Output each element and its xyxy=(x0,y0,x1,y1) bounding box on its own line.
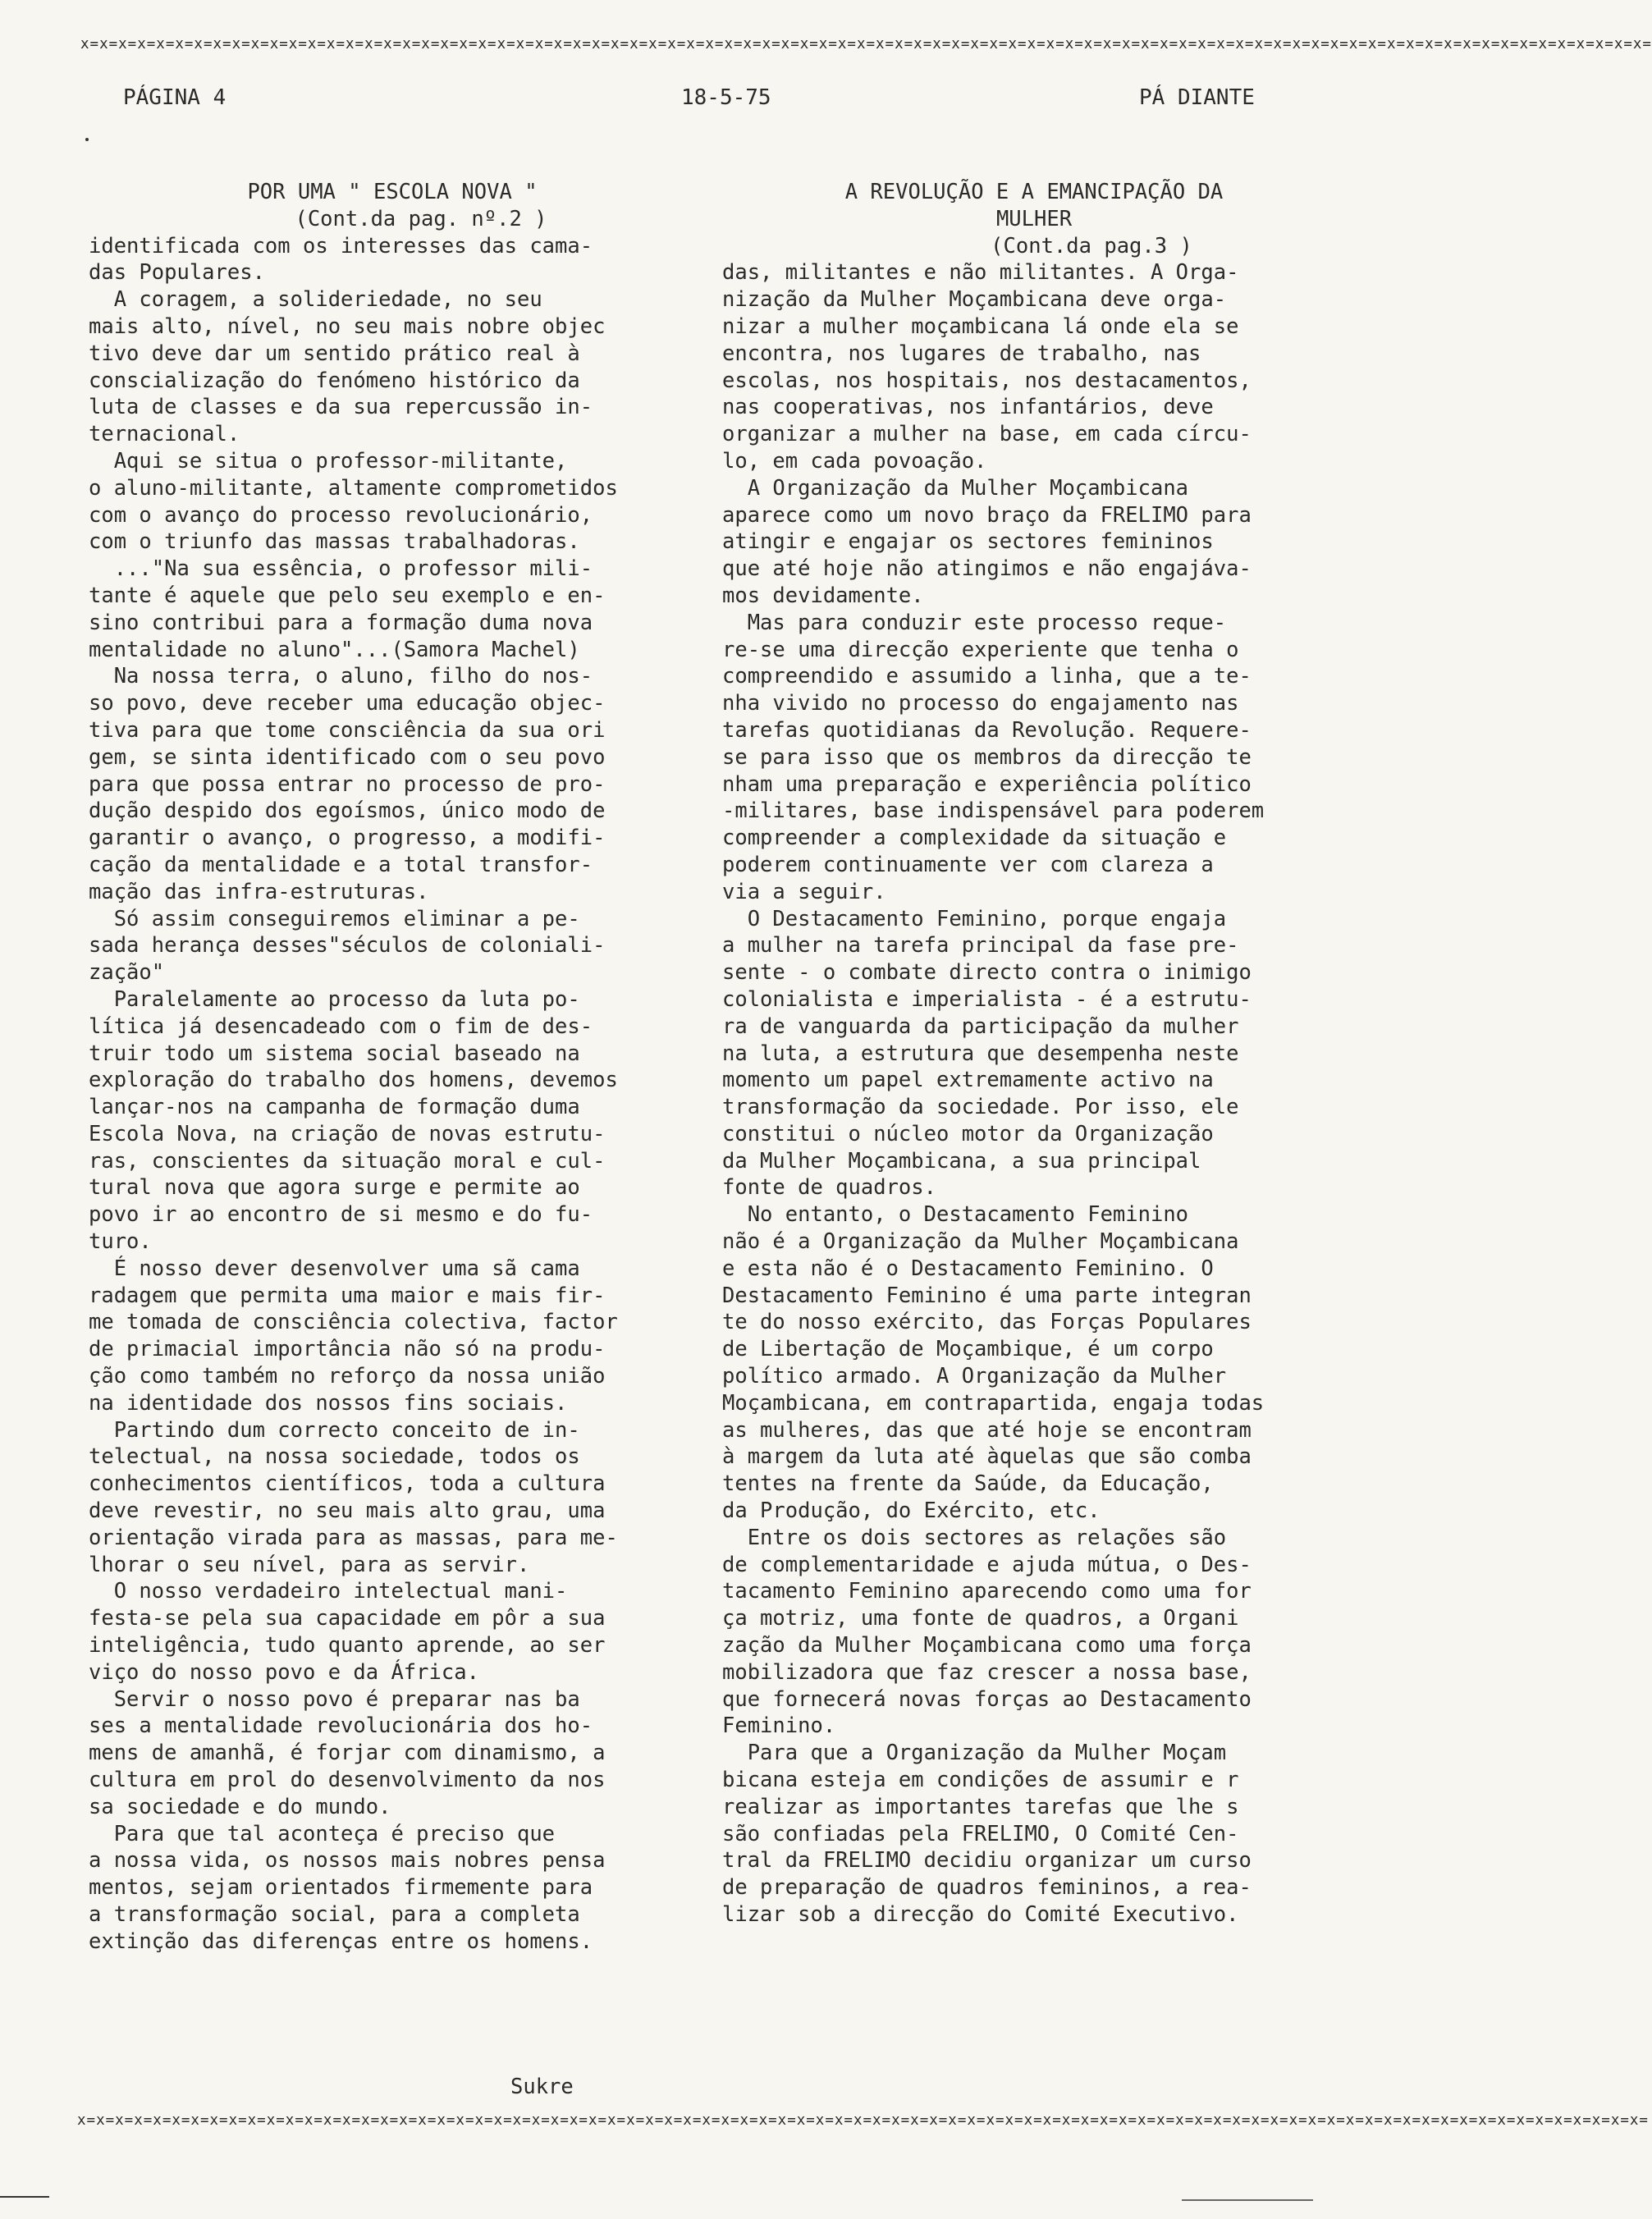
text-line: re-se uma direcção experiente que tenha o xyxy=(722,637,1239,662)
text-line: dução despido dos egoísmos, único modo de xyxy=(89,798,606,824)
text-line: Servir o nosso povo é preparar nas ba xyxy=(89,1686,580,1712)
text-line: Aqui se situa o professor-militante, xyxy=(89,448,568,474)
text-line: encontra, nos lugares de trabalho, nas xyxy=(722,341,1201,366)
text-line: Paralelamente ao processo da luta po- xyxy=(89,986,580,1012)
right-article-continuation: (Cont.da pag.3 ) xyxy=(991,233,1192,259)
text-line: nham uma preparação e experiência político xyxy=(722,771,1252,797)
text-line: nha vivido no processo do engajamento nas xyxy=(722,691,1239,716)
text-line: lítica já desencadeado com o fim de des- xyxy=(89,1013,593,1039)
text-line: Destacamento Feminino é uma parte integran xyxy=(722,1283,1252,1308)
text-line: compreender a complexidade da situação e xyxy=(722,826,1227,851)
text-line: ..."Na sua essência, o professor mili- xyxy=(89,556,593,582)
text-line: colonialista e imperialista - é a estrutu- xyxy=(722,986,1252,1012)
text-line: zação da Mulher Moçambicana como uma força xyxy=(722,1633,1252,1659)
text-line: cação da mentalidade e a total transfor- xyxy=(89,852,593,877)
text-line: de Libertação de Moçambique, é um corpo xyxy=(722,1337,1214,1362)
right-article xyxy=(722,179,1346,1928)
text-line: Só assim conseguiremos eliminar a pe- xyxy=(89,906,580,931)
text-line: O Destacamento Feminino, porque engaja xyxy=(722,906,1227,931)
text-line: da Mulher Moçambicana, a sua principal xyxy=(722,1148,1201,1174)
text-line: a mulher na tarefa principal da fase pre- xyxy=(722,933,1239,959)
text-line: nizar a mulher moçambicana lá onde ela se xyxy=(722,313,1239,339)
text-line: ses a mentalidade revolucionária dos ho- xyxy=(89,1713,593,1739)
top-border-rule: x=x=x=x=x=x=x=x=x=x=x=x=x=x=x=x=x=x=x=x=x=x=x=x=x=x=x=x=x=x=x=x=x=x=x=x=x=x=x=x=x=x=x=x=x=x=x=x=x=x=x=x=x=x=x=x=x=x=x=x=x=x=x=x=x=x=x=x=x=x=x=x=x=x=x=x=x=x=x=x=x=x=x= xyxy=(80,36,1652,53)
text-line: tural nova que agora surge e permite ao xyxy=(89,1175,580,1201)
text-line: Escola Nova, na criação de novas estrutu- xyxy=(89,1121,606,1146)
text-line: constitui o núcleo motor da Organização xyxy=(722,1121,1214,1146)
page-number: PÁGINA 4 xyxy=(123,85,227,110)
text-line: de complementaridade e ajuda mútua, o Des- xyxy=(722,1552,1252,1577)
text-line: me tomada de consciência colectiva, factor xyxy=(89,1310,618,1335)
bottom-border-rule: x=x=x=x=x=x=x=x=x=x=x=x=x=x=x=x=x=x=x=x=x=x=x=x=x=x=x=x=x=x=x=x=x=x=x=x=x=x=x=x=x=x=x=x=x=x=x=x=x=x=x=x=x=x=x=x=x=x=x=x=x=x=x=x=x=x=x=x=x=x=x=x=x=x=x=x=x=x=x=x=x=x=x= xyxy=(77,2112,1649,2129)
text-line: -militares, base indispensável para poderem xyxy=(722,798,1265,824)
text-line: tante é aquele que pelo seu exemplo e en- xyxy=(89,583,606,608)
text-line: mentalidade no aluno"...(Samora Machel) xyxy=(89,637,580,662)
text-line: zação" xyxy=(89,960,165,986)
text-line: A Organização da Mulher Moçambicana xyxy=(722,475,1189,501)
text-line: para que possa entrar no processo de pro- xyxy=(89,771,606,797)
text-line: lo, em cada povoação. xyxy=(722,448,987,474)
text-line: ras, conscientes da situação moral e cul- xyxy=(89,1148,606,1174)
text-line: as mulheres, das que até hoje se encontram xyxy=(722,1417,1252,1443)
text-line: turo. xyxy=(89,1229,152,1255)
text-line: a nossa vida, os nossos mais nobres pensa xyxy=(89,1848,606,1874)
text-line: que fornecerá novas forças ao Destacamento xyxy=(722,1686,1252,1712)
text-line: se para isso que os membros da direcção te xyxy=(722,744,1252,770)
text-line: A coragem, a solideriedade, no seu xyxy=(89,287,542,313)
right-article-title: A REVOLUÇÃO E A EMANCIPAÇÃO DA xyxy=(844,180,1224,204)
text-line: Feminino. xyxy=(722,1713,836,1739)
text-line: tiva para que tome consciência da sua ori xyxy=(89,717,606,743)
text-line: na luta, a estrutura que desempenha neste xyxy=(722,1041,1239,1066)
text-line: que até hoje não atingimos e não engajáva- xyxy=(722,556,1252,582)
text-line: bicana esteja em condições de assumir e r xyxy=(722,1768,1239,1793)
text-line: inteligência, tudo quanto aprende, ao ser xyxy=(89,1633,606,1659)
text-line: viço do nosso povo e da África. xyxy=(89,1659,479,1685)
text-line: sada herança desses"séculos de coloniali- xyxy=(89,933,606,959)
text-line: organizar a mulher na base, em cada círcu- xyxy=(722,422,1252,447)
text-line: mobilizadora que faz crescer a nossa base, xyxy=(722,1659,1252,1685)
text-line: são confiadas pela FRELIMO, O Comité Cen- xyxy=(722,1821,1239,1846)
text-line: poderem continuamente ver com clareza a xyxy=(722,852,1214,877)
text-line: truir todo um sistema social baseado na xyxy=(89,1041,580,1066)
text-line: mais alto, nível, no seu mais nobre objec xyxy=(89,313,606,339)
left-article-continuation: (Cont.da pag. nº.2 ) xyxy=(295,206,547,231)
right-article-body xyxy=(722,259,1346,1928)
right-article-title-line-2: MULHER xyxy=(995,206,1073,231)
text-line: conhecimentos científicos, toda a cultura xyxy=(89,1471,606,1497)
text-line: tarefas quotidianas da Revolução. Requere- xyxy=(722,717,1252,743)
text-line: mos devidamente. xyxy=(722,583,924,608)
text-line: à margem da luta até àquelas que são comba xyxy=(722,1444,1252,1470)
text-line: nas cooperativas, nos infantários, deve xyxy=(722,395,1214,420)
text-line: tral da FRELIMO decidiu organizar um curso xyxy=(722,1848,1252,1874)
left-article-title: POR UMA " ESCOLA NOVA " xyxy=(247,180,538,204)
text-line: conscialização do fenómeno histórico da xyxy=(89,368,580,393)
text-line: identificada com os interesses das cama- xyxy=(89,233,593,259)
scan-edge-mark xyxy=(1182,2199,1313,2201)
text-line: orientação virada para as massas, para me- xyxy=(89,1525,618,1550)
text-line: das Populares. xyxy=(89,260,265,286)
text-line: deve revestir, no seu mais alto grau, uma xyxy=(89,1498,606,1524)
text-line: o aluno-militante, altamente comprometidos xyxy=(89,475,618,501)
text-line: não é a Organização da Mulher Moçambicana xyxy=(722,1229,1239,1255)
scan-edge-mark xyxy=(0,2196,49,2198)
text-line: O nosso verdadeiro intelectual mani- xyxy=(89,1579,568,1604)
text-line: extinção das diferenças entre os homens. xyxy=(89,1928,593,1954)
publication-name: PÁ DIANTE xyxy=(1139,85,1255,110)
text-line: lizar sob a direcção do Comité Executivo. xyxy=(722,1902,1239,1927)
text-line: exploração do trabalho dos homens, devemos xyxy=(89,1068,618,1093)
text-line: telectual, na nossa sociedade, todos os xyxy=(89,1444,580,1470)
text-line: so povo, deve receber uma educação objec- xyxy=(89,691,606,716)
text-line: ra de vanguarda da participação da mulher xyxy=(722,1013,1239,1039)
text-line: tacamento Feminino aparecendo como uma for xyxy=(722,1579,1252,1604)
text-line: É nosso dever desenvolver uma sã cama xyxy=(89,1256,580,1281)
text-line: via a seguir. xyxy=(722,879,886,904)
left-article-body xyxy=(89,233,696,1956)
text-line: nização da Mulher Moçambicana deve orga- xyxy=(722,287,1227,313)
text-line: sino contribui para a formação duma nova xyxy=(89,610,593,635)
text-line: e esta não é o Destacamento Feminino. O xyxy=(722,1256,1214,1281)
text-line: Para que a Organização da Mulher Moçam xyxy=(722,1741,1227,1766)
text-line: aparece como um novo braço da FRELIMO para xyxy=(722,502,1252,528)
text-line: povo ir ao encontro de si mesmo e do fu- xyxy=(89,1202,593,1228)
issue-date: 18-5-75 xyxy=(681,85,771,110)
text-line: das, militantes e não militantes. A Orga- xyxy=(722,260,1239,286)
text-line: mação das infra-estruturas. xyxy=(89,879,429,904)
text-line: mentos, sejam orientados firmemente para xyxy=(89,1875,593,1901)
text-line: com o avanço do processo revolucionário, xyxy=(89,502,593,528)
text-line: gem, se sinta identificado com o seu povo xyxy=(89,744,606,770)
text-line: garantir o avanço, o progresso, a modifi- xyxy=(89,826,606,851)
text-line: político armado. A Organização da Mulher xyxy=(722,1364,1227,1389)
text-line: Moçambicana, em contrapartida, engaja todas xyxy=(722,1390,1265,1416)
text-line: com o triunfo das massas trabalhadoras. xyxy=(89,529,580,555)
text-line: Para que tal aconteça é preciso que xyxy=(89,1821,556,1846)
text-line: realizar as importantes tarefas que lhe s xyxy=(722,1794,1239,1819)
text-line: na identidade dos nossos fins sociais. xyxy=(89,1390,568,1416)
text-line: cultura em prol do desenvolvimento da nos xyxy=(89,1768,606,1793)
text-line: lançar-nos na campanha de formação duma xyxy=(89,1095,580,1120)
text-line: atingir e engajar os sectores femininos xyxy=(722,529,1214,555)
text-line: da Produção, do Exército, etc. xyxy=(722,1498,1101,1524)
text-line: sente - o combate directo contra o inimigo xyxy=(722,960,1252,986)
text-line: fonte de quadros. xyxy=(722,1175,936,1201)
text-line: transformação da sociedade. Por isso, ele xyxy=(722,1095,1239,1120)
text-line: ça motriz, uma fonte de quadros, a Organi xyxy=(722,1606,1239,1631)
scan-speck xyxy=(85,138,89,141)
text-line: lhorar o seu nível, para as servir. xyxy=(89,1552,530,1577)
text-line: de preparação de quadros femininos, a rea- xyxy=(722,1875,1252,1901)
text-line: escolas, nos hospitais, nos destacamentos, xyxy=(722,368,1252,393)
text-line: de primacial importância não só na produ- xyxy=(89,1337,606,1362)
text-line: Partindo dum correcto conceito de in- xyxy=(89,1417,580,1443)
text-line: te do nosso exército, das Forças Populares xyxy=(722,1310,1252,1335)
text-line: luta de classes e da sua repercussão in- xyxy=(89,395,593,420)
text-line: Na nossa terra, o aluno, filho do nos- xyxy=(89,664,593,689)
left-article xyxy=(89,179,696,1956)
text-line: mens de amanhã, é forjar com dinamismo, a xyxy=(89,1741,606,1766)
text-line: tivo deve dar um sentido prático real à xyxy=(89,341,580,366)
text-line: ternacional. xyxy=(89,422,240,447)
text-line: festa-se pela sua capacidade em pôr a sua xyxy=(89,1606,606,1631)
text-line: momento um papel extremamente activo na xyxy=(722,1068,1214,1093)
text-line: a transformação social, para a completa xyxy=(89,1902,580,1927)
text-line: tentes na frente da Saúde, da Educação, xyxy=(722,1471,1214,1497)
author-signature: Sukre xyxy=(510,2075,574,2099)
text-line: compreendido e assumido a linha, que a te- xyxy=(722,664,1252,689)
text-line: No entanto, o Destacamento Feminino xyxy=(722,1202,1189,1228)
text-line: Mas para conduzir este processo reque- xyxy=(722,610,1227,635)
text-line: sa sociedade e do mundo. xyxy=(89,1794,391,1819)
text-line: Entre os dois sectores as relações são xyxy=(722,1525,1227,1550)
text-line: radagem que permita uma maior e mais fir- xyxy=(89,1283,606,1308)
text-line: ção como também no reforço da nossa união xyxy=(89,1364,606,1389)
